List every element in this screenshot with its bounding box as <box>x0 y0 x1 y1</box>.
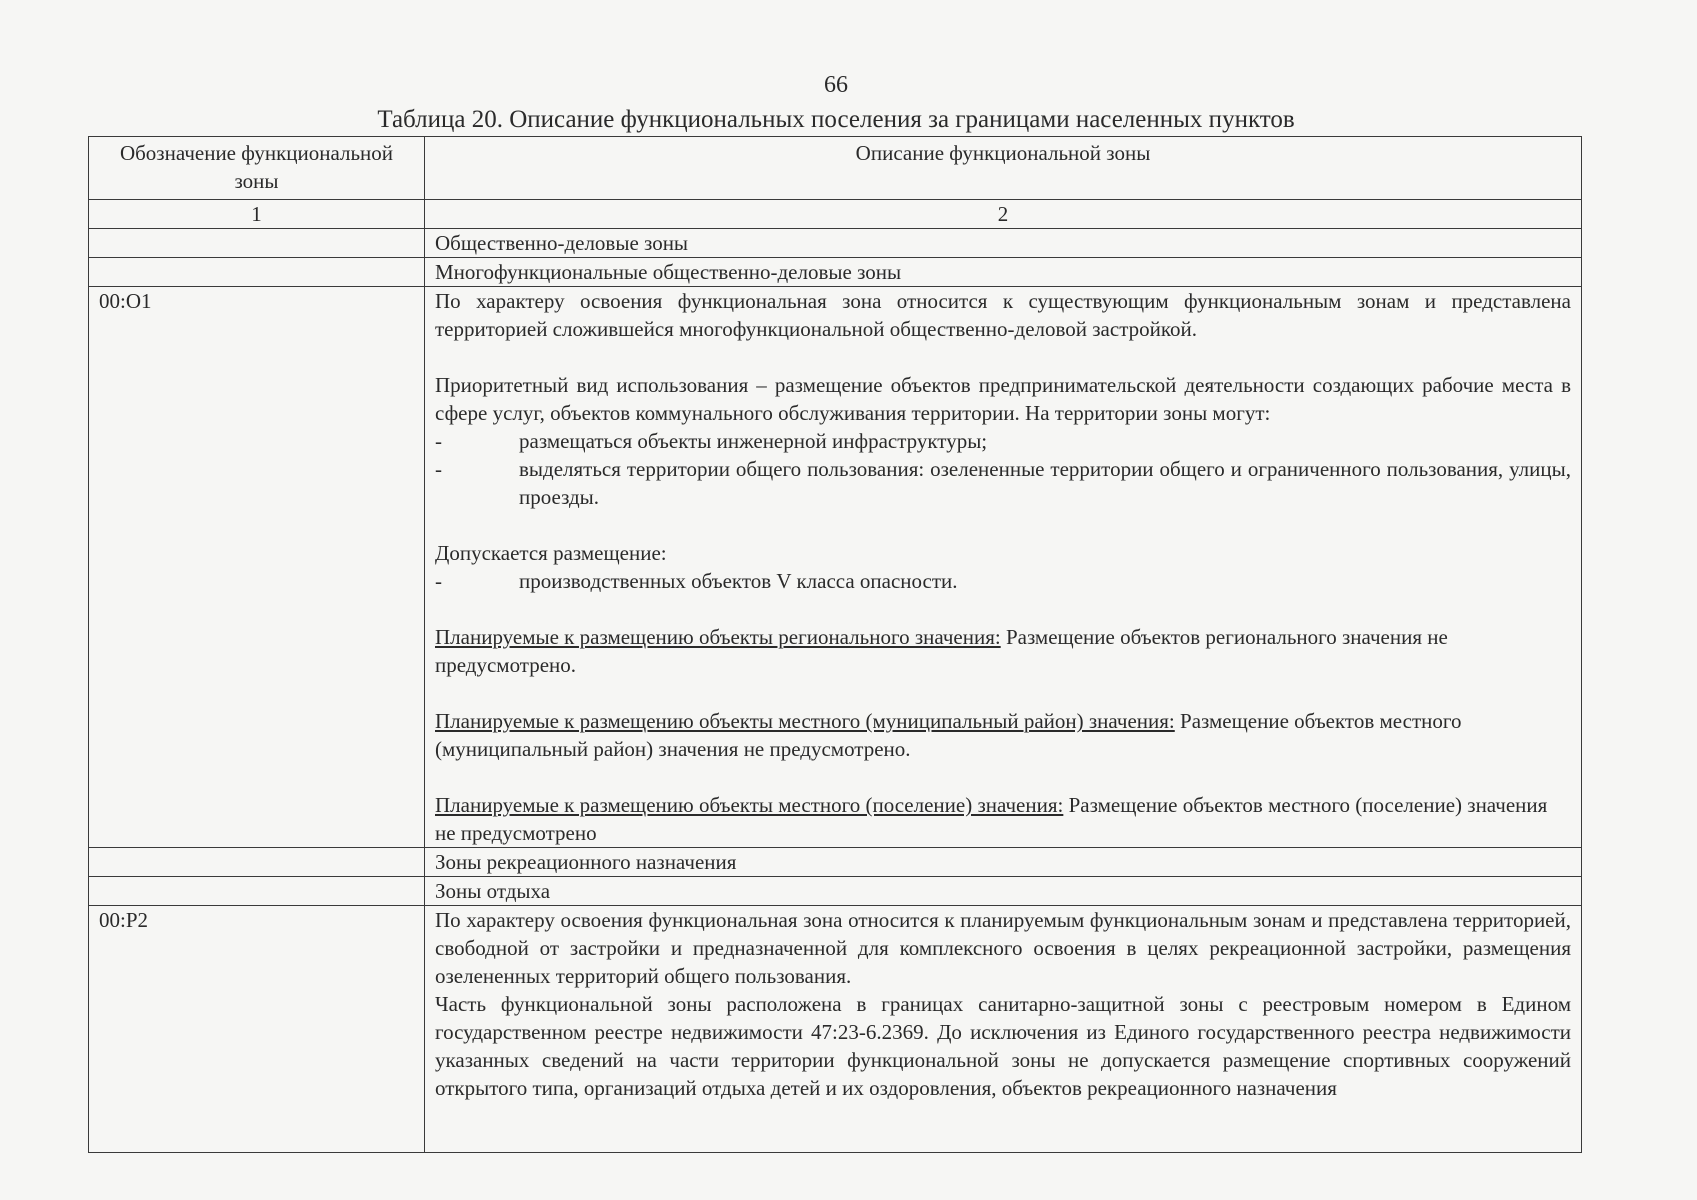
settlement-objects-text: Размещение объектов местного (поселение) значения не предусмотрено <box>435 793 1548 845</box>
table-row <box>89 229 1582 258</box>
settlement-objects-paragraph <box>435 791 1571 847</box>
list-item-text: размещаться объекты инженерной инфраструктуры; <box>519 429 988 453</box>
list-dash: - <box>435 569 442 593</box>
table-row <box>89 906 1582 1153</box>
list-item-text: выделяться территории общего пользования: озелененные территории общего и ограниченного пользования, улицы, проезды. <box>519 457 1571 509</box>
list-item-text: производственных объектов V класса опасности. <box>519 569 958 593</box>
table-row <box>89 848 1582 877</box>
description-paragraph: Приоритетный вид использования – размещение объектов предпринимательской деятельности создающих рабочие места в сфере услуг, объектов коммунального обслуживания территории. На территории зоны могут: <box>435 373 1571 425</box>
empty-cell <box>89 229 425 258</box>
table-header-row <box>89 137 1582 200</box>
zone-group-label: Зоны рекреационного назначения <box>425 848 1582 877</box>
column-number-row <box>89 200 1582 229</box>
list-item <box>435 427 1571 455</box>
regional-objects-paragraph <box>435 623 1571 679</box>
page-number: 66 <box>824 72 848 98</box>
zone-subgroup-label: Зоны отдыха <box>425 877 1582 906</box>
zone-code: 00:Р2 <box>89 906 425 1153</box>
column-number-2: 2 <box>425 200 1582 229</box>
table-row <box>89 287 1582 848</box>
functional-zones-table <box>88 136 1582 1153</box>
table-title: Таблица 20. Описание функциональных поселения за границами населенных пунктов <box>377 106 1295 133</box>
description-paragraph: Часть функциональной зоны расположена в границах санитарно-защитной зоны с реестровым номером в Едином государственном реестре недвижимости 47:23-6.2369. До исключения из Единого государственного реестра недвижимости указанных сведений на части территории функциональной зоны не допускается размещение спортивных сооружений открытого типа, организаций отдыха детей и их оздоровления, объектов рекреационного назначения <box>435 992 1571 1100</box>
list-item <box>435 455 1571 511</box>
regional-objects-text: Размещение объектов регионального значения не предусмотрено. <box>435 625 1448 677</box>
settlement-objects-label: Планируемые к размещению объекты местного (поселение) значения: <box>435 793 1064 817</box>
zone-description <box>425 287 1582 848</box>
list-item <box>435 567 1571 595</box>
description-paragraph: По характеру освоения функциональная зона относится к планируемым функциональным зонам и представлена территорией, свободной от застройки и предназначенной для комплексного освоения в целях рекреационной застройки, размещения озелененных территорий общего пользования. <box>435 908 1571 988</box>
list-dash: - <box>435 457 442 481</box>
zone-group-label: Общественно-деловые зоны <box>425 229 1582 258</box>
description-paragraph: Допускается размещение: <box>435 541 667 565</box>
empty-cell <box>89 258 425 287</box>
column-number-1: 1 <box>89 200 425 229</box>
header-zone-description: Описание функциональной зоны <box>425 137 1582 200</box>
table-row <box>89 258 1582 287</box>
municipal-objects-text: Размещение объектов местного (муниципальный район) значения не предусмотрено. <box>435 709 1462 761</box>
table-row <box>89 877 1582 906</box>
empty-cell <box>89 848 425 877</box>
municipal-objects-label: Планируемые к размещению объекты местного (муниципальный район) значения: <box>435 709 1175 733</box>
regional-objects-label: Планируемые к размещению объекты регионального значения: <box>435 625 1001 649</box>
empty-cell <box>89 877 425 906</box>
municipal-objects-paragraph <box>435 707 1571 763</box>
list-dash: - <box>435 429 442 453</box>
zone-code: 00:О1 <box>89 287 425 848</box>
zone-description <box>425 906 1582 1153</box>
zone-subgroup-label: Многофункциональные общественно-деловые зоны <box>425 258 1582 287</box>
header-zone-code: Обозначение функциональной зоны <box>89 137 425 200</box>
description-paragraph: По характеру освоения функциональная зона относится к существующим функциональным зонам и представлена территорией сложившейся многофункциональной общественно-деловой застройкой. <box>435 289 1571 341</box>
